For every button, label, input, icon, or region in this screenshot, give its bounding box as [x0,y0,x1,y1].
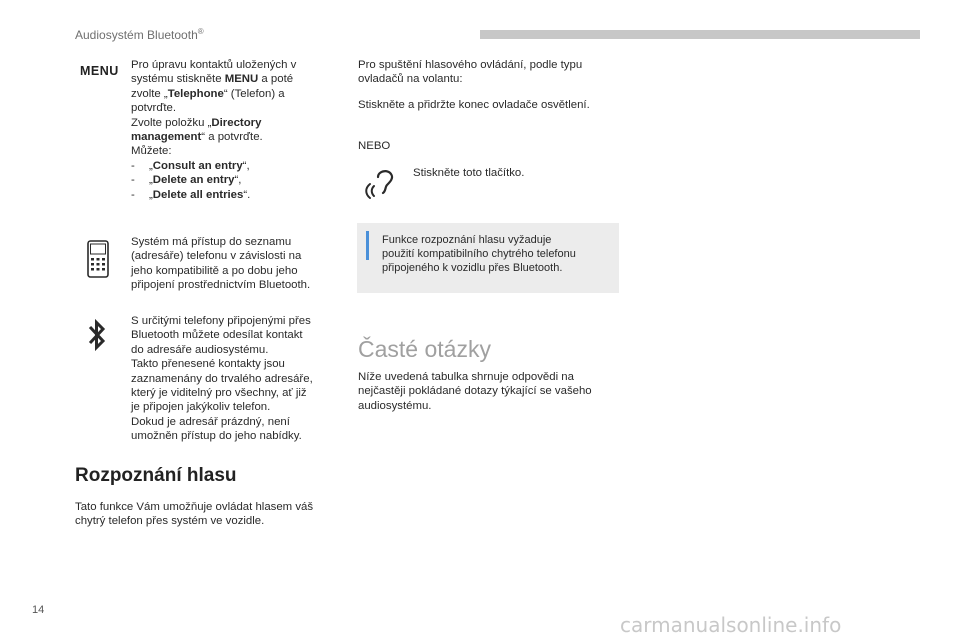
phonebook-access-text: Systém má přístup do seznamu (adresáře) telefonu v závislosti na jeho kompatibilitě a po dobu jeho připojení prostřednictvím Bluetooth. [131,236,311,292]
bluetooth-contacts-text: S určitými telefony připojenými přes Bluetooth můžete odesílat kontakt do adresáře audiosystému. Takto přenesené kontakty jsou zaznamenány do trvalého adresáře, který je viditelný pro všechny, ať již je připojen jakýkoliv telefon. Dokud je adresář prázdný, není umožněn přístup do jeho nabídky. [131,315,313,443]
directory-management-text: Pro úpravu kontaktů uložených v systému stiskněte MENU a poté zvolte „Telephone“ (Telefon) a potvrďte. Zvolte položku „Directory management“ a potvrďte. Můžete: - „Consult an entry“, - „Delete an entry“, - „Delete all entries“. [131,58,341,202]
menu-button-icon: MENU [80,64,119,78]
info-text: Funkce rozpoznání hlasu vyžaduje použití kompatibilního chytrého telefonu připojeného k vozidlu přes Bluetooth. [382,234,576,274]
voice-command-icon [364,167,402,201]
bluetooth-icon [86,318,108,352]
option-delete-all: - „Delete all entries“. [131,188,251,201]
header-divider [480,30,920,39]
option-consult: - „Consult an entry“, [131,159,250,172]
faq-heading: Časté otázky [358,336,491,362]
voice-recognition-intro: Tato funkce Vám umožňuje ovládat hlasem váš chytrý telefon přes systém ve vozidle. [75,501,314,528]
voice-recognition-heading: Rozpoznání hlasu [75,465,237,486]
option-delete: - „Delete an entry“, [131,174,242,187]
section-title: Audiosystém Bluetooth® [75,27,204,42]
voice-control-start-text: Pro spuštění hlasového ovládání, podle typu ovladačů na volantu: [358,59,583,86]
info-icon-stem [366,240,369,260]
watermark: carmanualsonline.info [620,613,842,637]
press-button-text: Stiskněte toto tlačítko. [413,167,525,179]
hold-lighting-stalk-text: Stiskněte a přidržte konec ovladače osvětlení. [358,99,590,111]
faq-text: Níže uvedená tabulka shrnuje odpovědi na nejčastěji pokládané dotazy týkající se vašeho audiosystému. [358,371,592,412]
phone-icon [86,240,110,278]
or-separator: NEBO [358,140,391,152]
page-number: 14 [32,604,45,616]
